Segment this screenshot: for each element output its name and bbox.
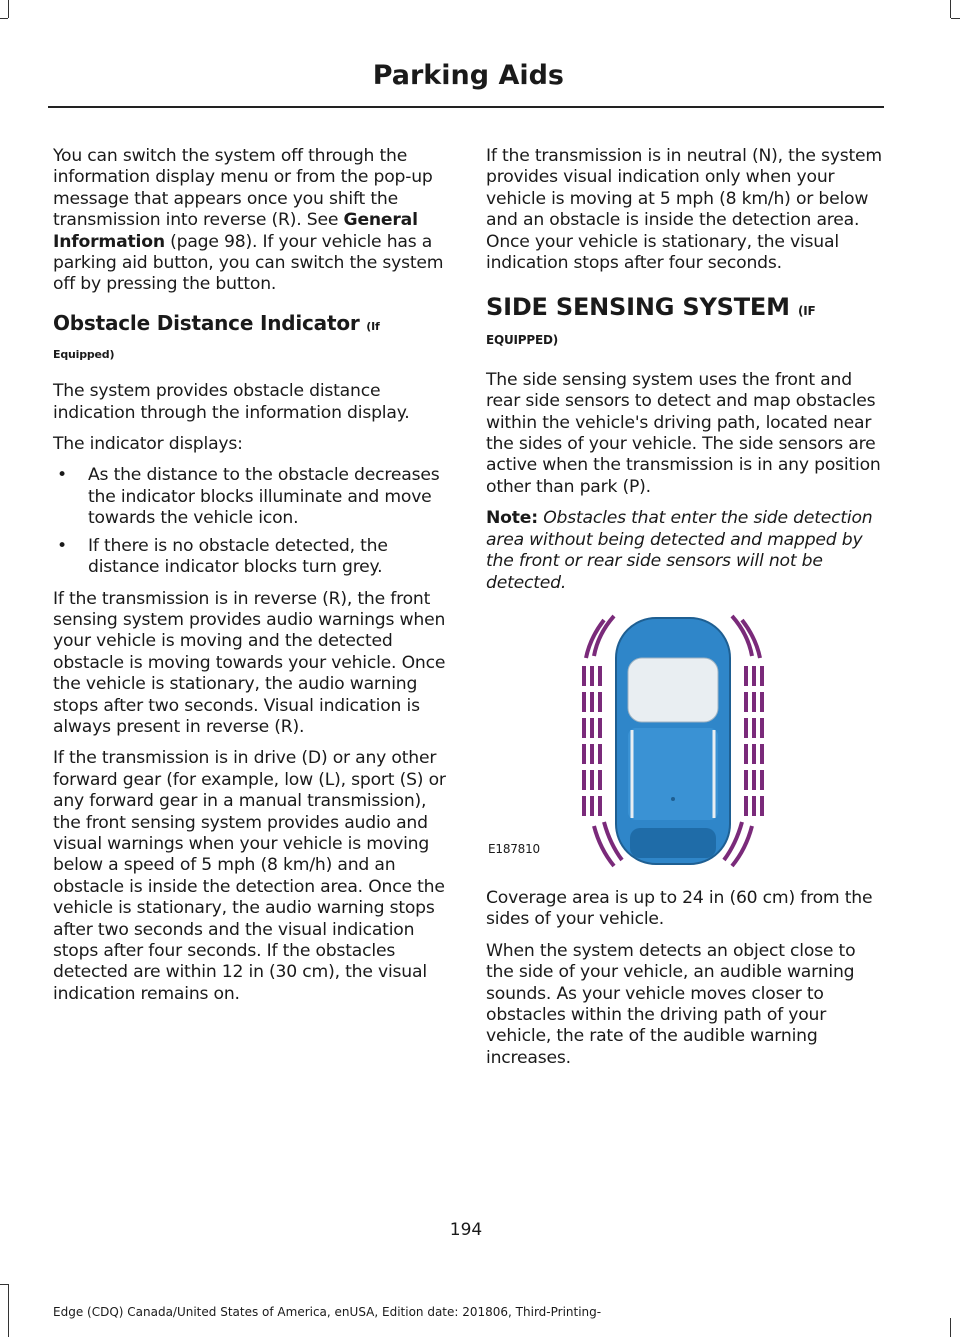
- crop-mark: [0, 1284, 8, 1285]
- list-item: • As the distance to the obstacle decreases the indicator blocks illuminate and move towards the vehicle icon.: [53, 465, 453, 529]
- page-title: Parking Aids: [372, 60, 564, 91]
- crop-mark: [8, 1284, 9, 1337]
- cross-reference-link[interactable]: General Information: [53, 210, 418, 252]
- paragraph: If the transmission is in neutral (N), the system provides visual indication only when your vehicle is moving at 5 mph (8 km/h) or below and an obstacle is inside the detection area. Once your vehicle is stationary, the visual indication stops after four seconds.: [486, 146, 882, 274]
- side-sensing-figure: [486, 604, 882, 874]
- footer-edition: Edge (CDQ) Canada/United States of America, enUSA, Edition date: 201806, Third-Printing-: [53, 1305, 602, 1319]
- paragraph: You can switch the system off through the information display menu or from the pop-up message that appears once you shift the transmission into reverse (R). See General Information (page 98). If your vehicle has a parking aid button, you can switch the system off by pressing the button.: [53, 146, 444, 295]
- paragraph: When the system detects an object close to the side of your vehicle, an audible warning sounds. As your vehicle moves closer to obstacles within the driving path of your vehicle, the rate of the audible warning increases.: [486, 940, 856, 1068]
- note: Note: Obstacles that enter the side detection area without being detected and mapped by the front or rear side sensors will not be detected.: [486, 508, 873, 593]
- left-column: [53, 146, 453, 1015]
- heading-equipped-note: EQUIPPED): [486, 333, 559, 348]
- page-number: 194: [449, 1220, 483, 1240]
- crop-mark: [0, 18, 8, 19]
- bullet-list: [53, 465, 453, 578]
- car-top-view-illustration: [486, 604, 882, 874]
- right-column: [486, 146, 882, 1079]
- crop-mark: [950, 1318, 951, 1337]
- section-heading: Obstacle Distance Indicator (If: [53, 310, 380, 335]
- paragraph: The indicator displays:: [53, 434, 243, 455]
- header-divider: [48, 106, 884, 108]
- figure-id: E187810: [488, 841, 540, 856]
- crop-mark: [8, 0, 9, 18]
- crop-mark: [951, 18, 960, 19]
- paragraph: If the transmission is in drive (D) or any other forward gear (for example, low (L), sport (S) or any forward gear in a manual transmission), the front sensing system provides audio and visual warnings when your vehicle is moving below a speed of 5 mph (8 km/h) and an obstacle is inside the detection area. Once the vehicle is stationary, the audio warning stops after two seconds and the visual indication stops after four seconds. If the obstacles detected are within 12 in (30 cm), the visual indication remains on.: [53, 748, 446, 1004]
- car-icon: [616, 618, 730, 864]
- heading-equipped-note: Equipped): [53, 347, 115, 361]
- crop-mark: [950, 0, 951, 18]
- section-heading: SIDE SENSING SYSTEM (IF: [486, 293, 816, 322]
- paragraph: The system provides obstacle distance indication through the information display.: [53, 381, 410, 423]
- paragraph: The side sensing system uses the front and rear side sensors to detect and map obstacles within the vehicle's driving path, located near the sides of your vehicle. The side sensors are active when the transmission is in any position other than park (P).: [486, 369, 881, 497]
- list-item: • If there is no obstacle detected, the distance indicator blocks turn grey.: [53, 536, 453, 579]
- paragraph: Coverage area is up to 24 in (60 cm) from the sides of your vehicle.: [486, 887, 873, 930]
- paragraph: If the transmission is in reverse (R), the front sensing system provides audio warnings when your vehicle is moving and the detected obstacle is moving towards your vehicle. Once the vehicle is stationary, the audio warning stops after two seconds. Visual indication is always present in reverse (R).: [53, 588, 446, 737]
